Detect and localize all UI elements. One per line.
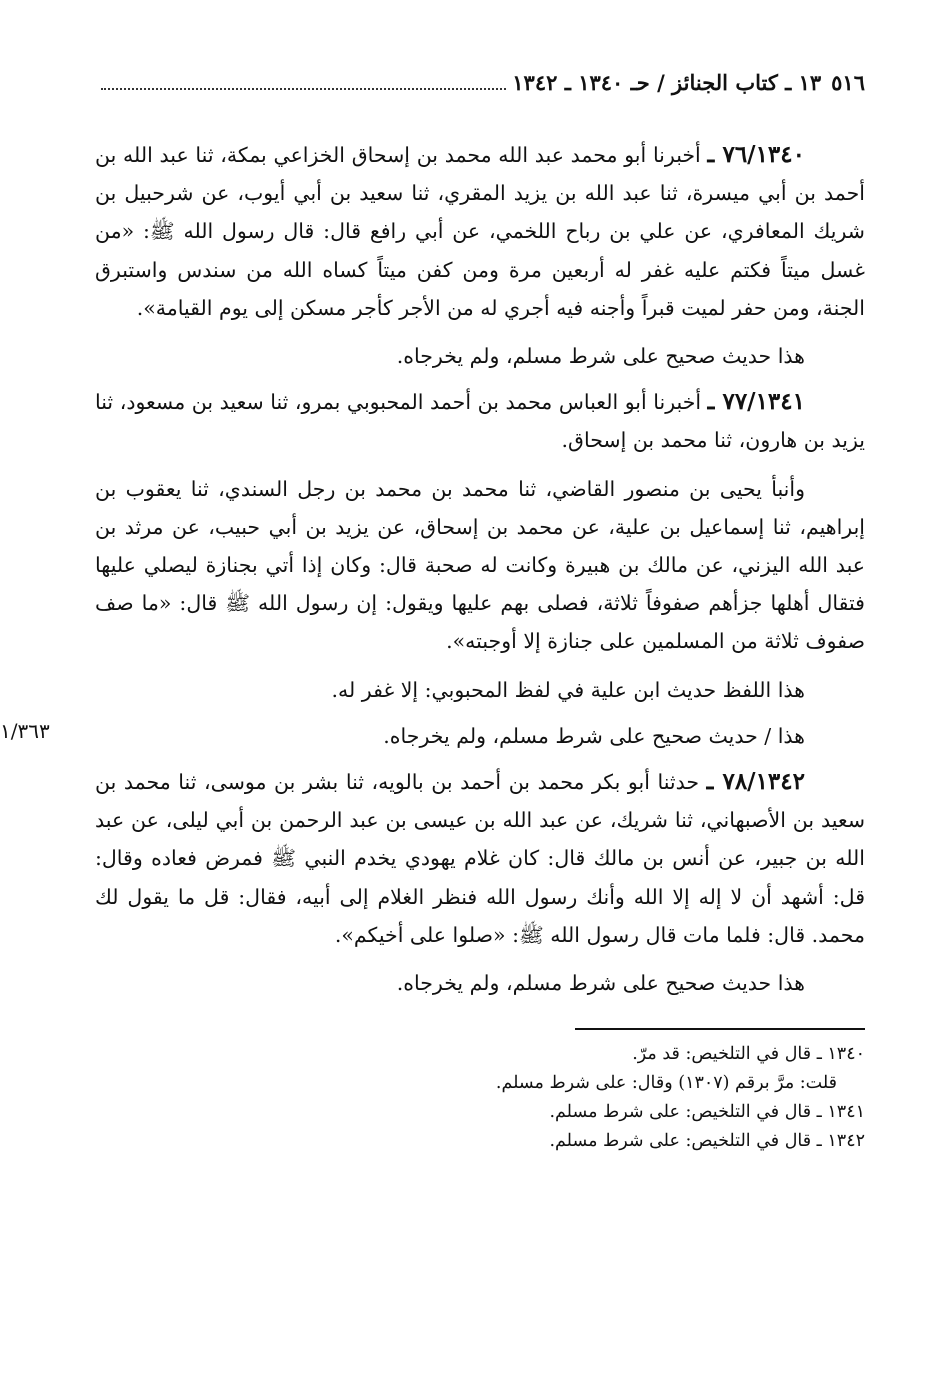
main-text	[0, 136, 865, 1002]
hadith-paragraph	[95, 763, 865, 954]
hadith-number: ٧٨/١٣٤٢ ـ	[706, 768, 805, 796]
page-number: ٥١٦	[831, 70, 865, 95]
hadith-text: حدثنا أبو بكر محمد بن أحمد بن بالويه، ثنا بشر بن موسى، ثنا محمد بن سعيد بن الأصبهاني، ثنا شريك، عن عبد الله بن عيسى بن عبد الرحمن بن أبي ليلى، عن عبد الله بن جبير، عن أنس بن مالك قال: كان غلام يهودي يخدم النبي ﷺ فمرض فعاده وقال: قل: أشهد أن لا إله إلا الله وأنك رسول الله فنظر الغلام إلى أبيه، فقال: قل ما يقول لك محمد. قال: فلما مات قال رسول الله ﷺ: «صلوا على أخيكم».	[95, 770, 865, 947]
hadith-paragraph	[95, 383, 865, 459]
verdict-with-margin-ref	[0, 717, 865, 755]
hadith-verdict: هذا / حديث صحيح على شرط مسلم، ولم يخرجاه.	[383, 723, 805, 748]
footnote-divider	[575, 1028, 865, 1030]
footnotes	[95, 1040, 865, 1156]
running-header	[95, 70, 865, 104]
footnote: ١٣٤١ ـ قال في التلخيص: على شرط مسلم.	[549, 1102, 865, 1123]
hadith-verdict: هذا اللفظ حديث ابن علية في لفظ المحبوبي: إلا غفر له.	[331, 677, 805, 702]
hadith-verdict: هذا حديث صحيح على شرط مسلم، ولم يخرجاه.	[396, 344, 805, 369]
footnote-note: قلت: مرَّ برقم (١٣٠٧) وقال: على شرط مسلم.	[495, 1073, 837, 1094]
hadith-paragraph	[95, 136, 865, 327]
hadith-text: أخبرنا أبو العباس محمد بن أحمد المحبوبي بمرو، ثنا سعيد بن مسعود، ثنا يزيد بن هارون، ثنا محمد بن إسحاق.	[95, 390, 865, 453]
margin-reference: ١/٣٦٣	[0, 718, 50, 743]
footnote: ١٣٤٠ ـ قال في التلخيص: قد مرّ.	[632, 1044, 865, 1065]
hadith-number: ٧٦/١٣٤٠ ـ	[707, 141, 805, 168]
hadith-verdict: هذا حديث صحيح على شرط مسلم، ولم يخرجاه.	[396, 971, 805, 996]
hadith-paragraph	[95, 470, 865, 661]
book-page	[0, 70, 865, 1156]
chapter-title: ١٣ ـ كتاب الجنائز / حـ ١٣٤٠ ـ ١٣٤٢	[512, 70, 822, 95]
footnote: ١٣٤٢ ـ قال في التلخيص: على شرط مسلم.	[549, 1131, 865, 1152]
dotted-leader	[101, 78, 506, 90]
hadith-text: وأنبأ يحيى بن منصور القاضي، ثنا محمد بن محمد بن رجل السندي، ثنا يعقوب بن إبراهيم، ثنا إسماعيل بن علية، عن محمد بن إسحاق، عن يزيد بن أبي حبيب، عن مرثد بن عبد الله اليزني، عن مالك بن هبيرة وكانت له صحبة قال: وكان إذا أتي بجنازة ليصلي عليها فتقال أهلها جزأهم صفوفاً ثلاثة، فصلى بهم عليها ويقول: إن رسول الله ﷺ قال: «ما صف صفوف ثلاثة من المسلمين على جنازة إلا أوجبته».	[95, 476, 865, 654]
hadith-number: ٧٧/١٣٤١ ـ	[707, 388, 805, 416]
hadith-text: أخبرنا أبو محمد عبد الله محمد بن إسحاق الخزاعي بمكة، ثنا عبد الله بن أحمد بن أبي ميسرة، ثنا عبد الله بن يزيد المقري، ثنا سعيد بن أبي أيوب، عن شرحبيل بن شريك المعافري، عن علي بن رباح اللخمي، عن أبي رافع قال: قال رسول الله ﷺ: «من غسل ميتاً فكتم عليه غفر له أربعين مرة ومن كفن ميتاً كساه الله من سندس واستبرق الجنة، ومن حفر لميت قبراً وأجنه فيه أجري له من الأجر كأجر مسكن إلى يوم القيامة».	[95, 143, 865, 320]
